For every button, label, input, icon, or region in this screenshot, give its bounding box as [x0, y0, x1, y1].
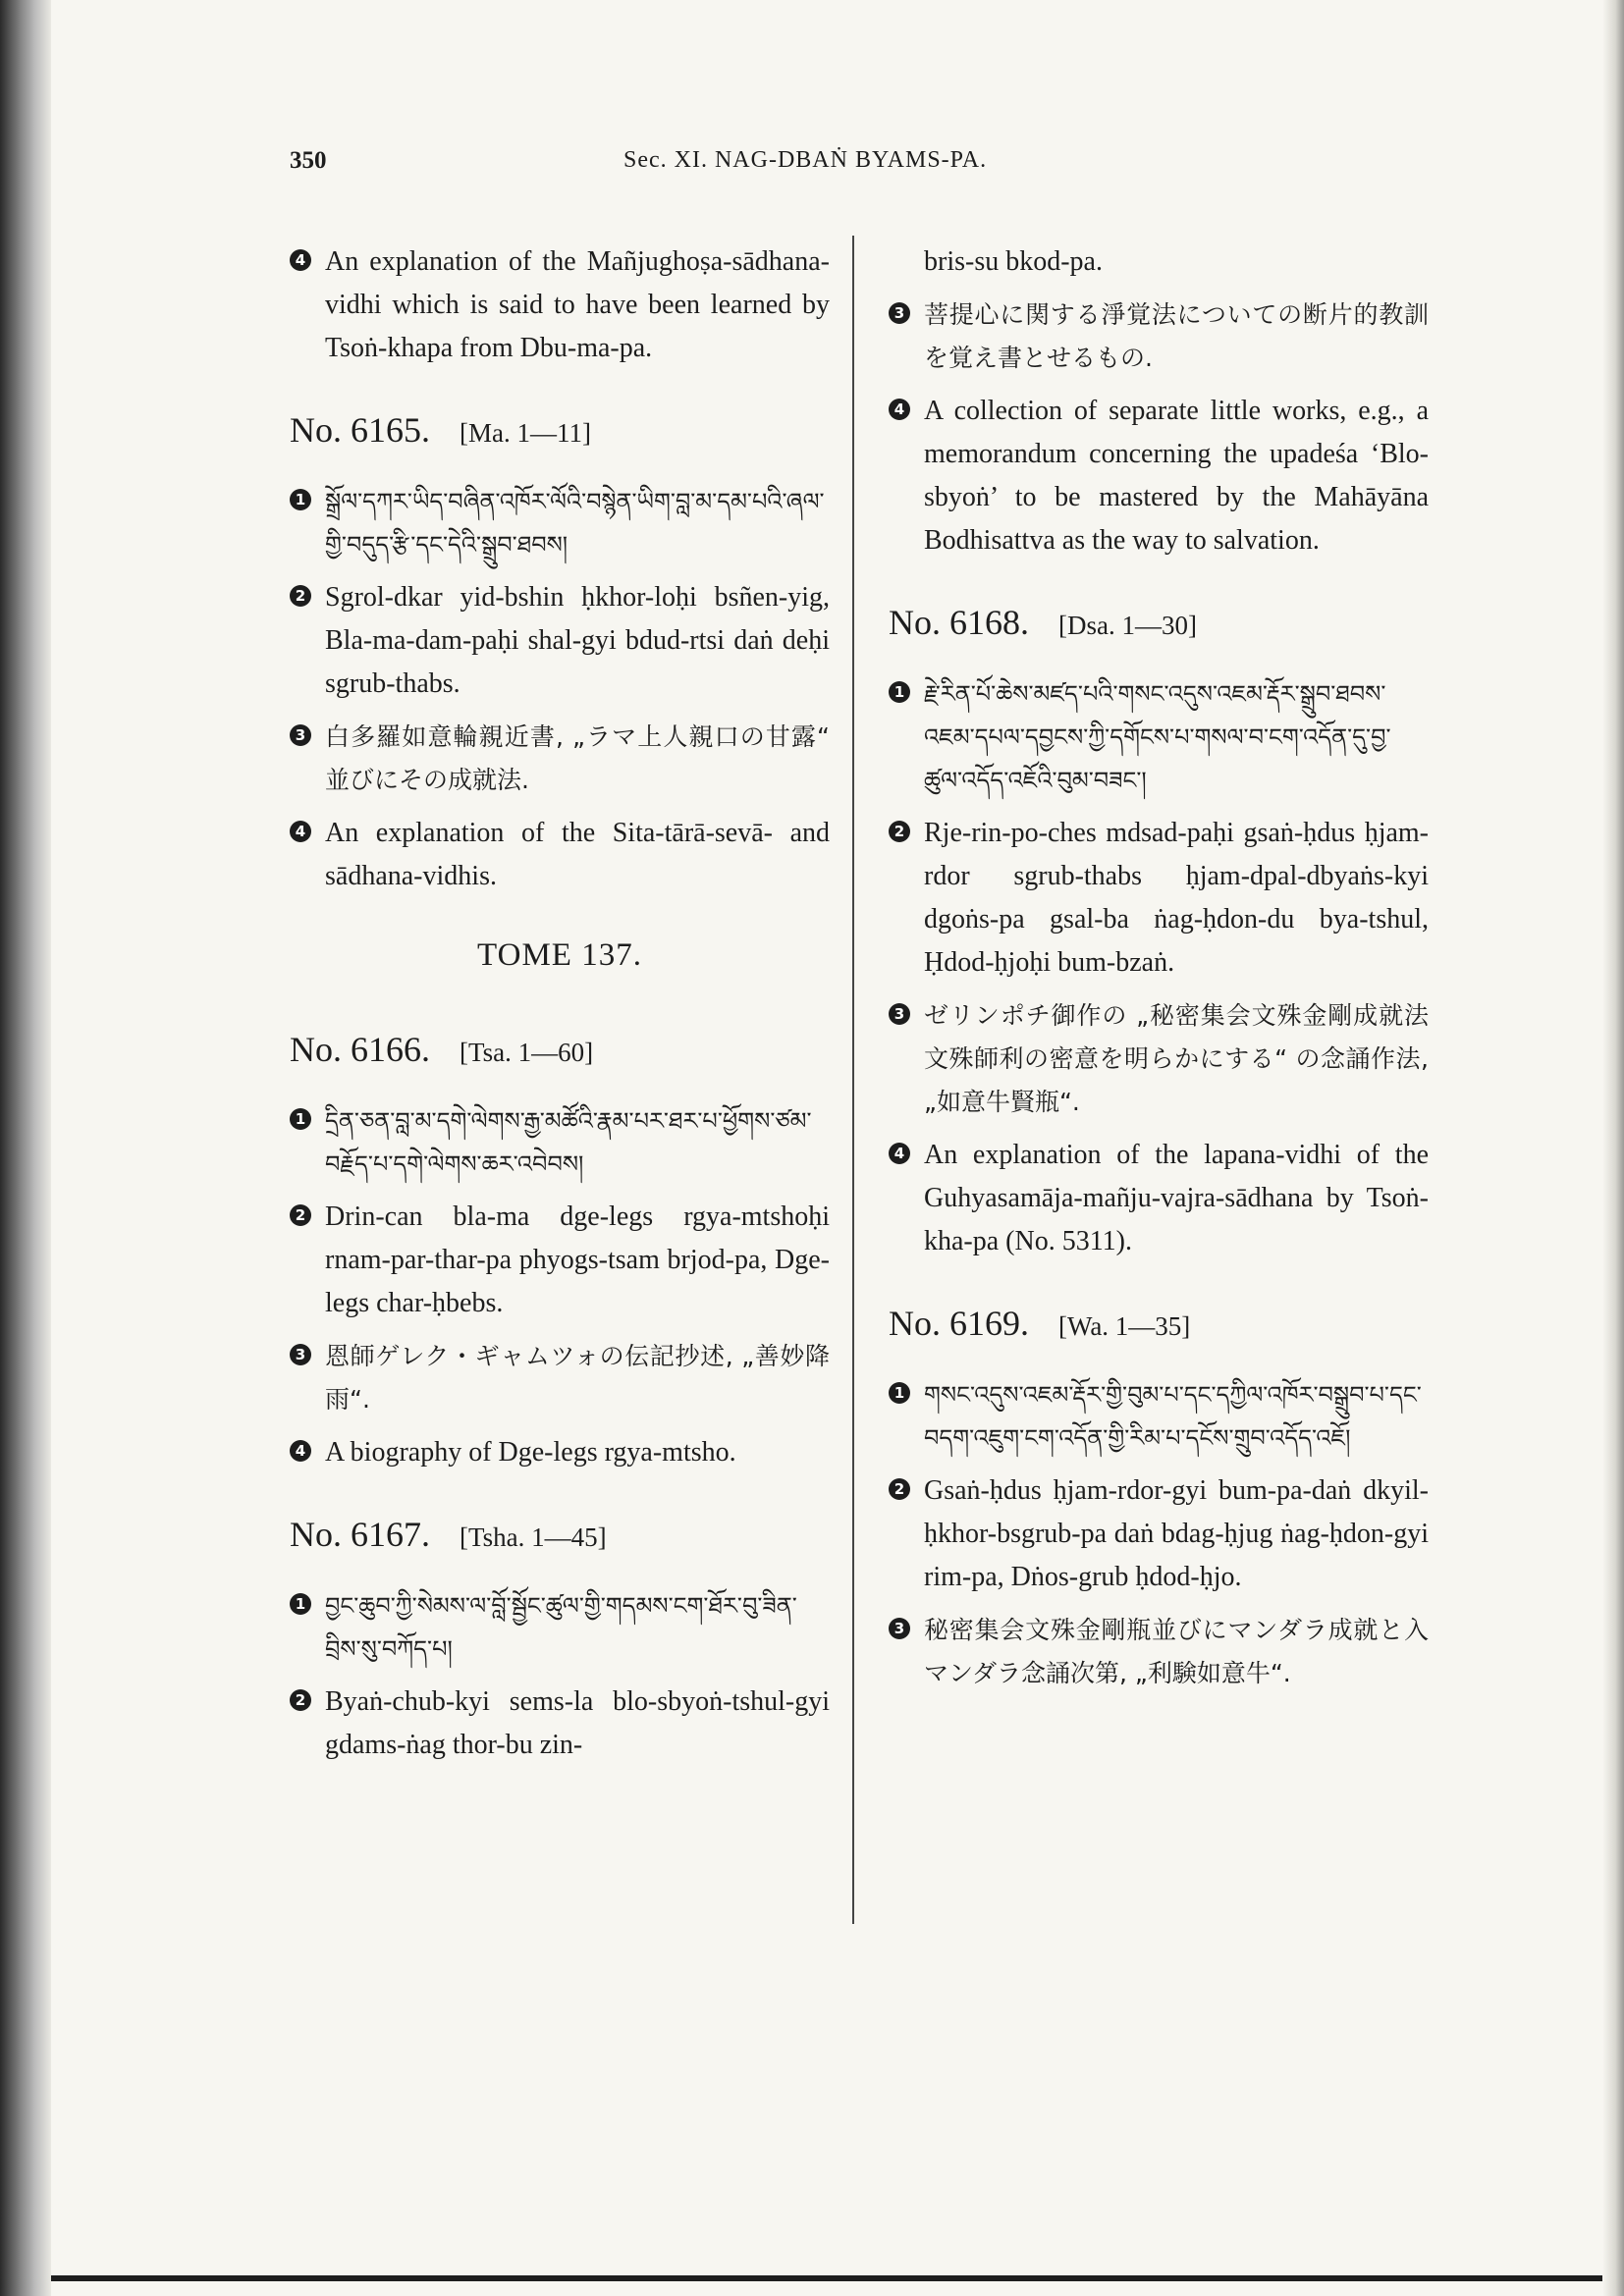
tibetan-title: སྒྲོལ་དཀར་ཡིད་བཞིན་འཁོར་ལོའི་བསྙེན་ཡིག་བླ་མ་དམ་པའི་ཞལ་གྱི་བདུད་རྩི་དང་དེའི་སྒྲུབ་ཐབས། [325, 488, 825, 559]
entry-number: No. 6165. [290, 410, 430, 450]
transliterated-title: Gsaṅ-ḥdus ḥjam-rdor-gyi bum-pa-daṅ dkyil-ḥkhor-bsgrub-pa daṅ bdag-ḥjug ṅag-ḥdon-gyi rim-pa, Dṅos-grub ḥdod-ḥjo. [924, 1475, 1429, 1592]
list-item [889, 390, 1429, 562]
list-item [290, 1196, 830, 1325]
catalog-entry-6167 [290, 1514, 830, 1767]
circled-number-marker: 4 [290, 821, 311, 842]
tibetan-title: བྱང་ཆུབ་ཀྱི་སེམས་ལ་བློ་སྦྱོང་ཚུལ་གྱི་གདམས་ངག་ཐོར་བུ་ཟིན་བྲིས་སུ་བཀོད་པ། [325, 1592, 797, 1663]
entry-reference: [Ma. 1—11] [460, 418, 591, 448]
circled-number-marker: 3 [889, 302, 910, 324]
list-item [290, 1099, 830, 1186]
circled-number-marker: 1 [889, 681, 910, 703]
list-item [290, 1584, 830, 1671]
entry-number: No. 6169. [889, 1304, 1029, 1343]
bottom-edge-rule [51, 2275, 1602, 2281]
circled-number-marker: 4 [889, 399, 910, 420]
english-explanation: An explanation of the lapana-vidhi of the Guhyasamāja-mañju-vajra-sādhana by Tsoṅ-kha-pa (No. 5311). [924, 1140, 1429, 1256]
entry-number: No. 6167. [290, 1515, 430, 1554]
catalog-entry-6169 [889, 1303, 1429, 1695]
entry-number: No. 6166. [290, 1030, 430, 1069]
left-column [290, 240, 830, 1806]
list-item [290, 1431, 830, 1474]
list-item [889, 1469, 1429, 1599]
japanese-title: ゼリンポチ御作の „秘密集会文殊金剛成就法文殊師利の密意を明らかにする“ の念誦作法, „如意牛賢瓶“. [924, 1001, 1429, 1116]
continuation-text: bris-su bkod-pa. [924, 246, 1103, 277]
column-divider [852, 236, 854, 1924]
page-number: 350 [290, 147, 327, 174]
list-item [290, 1681, 830, 1767]
list-item [889, 994, 1429, 1124]
catalog-entry-6168 [889, 602, 1429, 1263]
circled-number-marker: 4 [889, 1143, 910, 1164]
tibetan-title: དྲིན་ཅན་བླ་མ་དགེ་ལེགས་རྒྱ་མཚོའི་རྣམ་པར་ཐར་པ་ཕྱོགས་ཙམ་བརྗོད་པ་དགེ་ལེགས་ཆར་འབེབས། [325, 1107, 812, 1178]
list-item [889, 1134, 1429, 1263]
carryover-entry [290, 240, 830, 370]
page-header [0, 147, 1624, 187]
tibetan-title: རྗེ་རིན་པོ་ཆེས་མཛད་པའི་གསང་འདུས་འཇམ་རྡོར་སྒྲུབ་ཐབས་འཇམ་དཔལ་དབྱངས་ཀྱི་དགོངས་པ་གསལ་བ་ངག་འདོན་དུ་བྱ་ཚུལ་འདོད་འཇོའི་བུམ་བཟང་། [924, 680, 1391, 794]
catalog-entry-6166 [290, 1029, 830, 1474]
entry-heading [889, 602, 1429, 643]
entry-number: No. 6168. [889, 603, 1029, 642]
circled-number-marker: 3 [889, 1003, 910, 1025]
entry-reference: [Dsa. 1—30] [1058, 611, 1197, 640]
english-explanation: An explanation of the Sita-tārā-sevā- and sādhana-vidhis. [325, 818, 830, 891]
book-binding-edge [0, 0, 51, 2296]
circled-number-marker: 1 [290, 489, 311, 510]
circled-number-marker: 2 [290, 585, 311, 607]
right-column [889, 240, 1429, 1735]
entry-reference: [Tsha. 1—45] [460, 1522, 607, 1552]
page-right-edge [1602, 0, 1624, 2296]
circled-number-marker: 2 [290, 1689, 311, 1711]
english-explanation: A biography of Dge-legs rgya-mtsho. [325, 1437, 736, 1468]
japanese-title: 菩提心に関する淨覚法についての断片的教訓を覚え書とせるもの. [924, 300, 1429, 372]
tome-heading: TOME 137. [477, 937, 642, 973]
entry-heading [290, 1029, 830, 1070]
japanese-title: 恩師ゲレク・ギャムツォの伝記抄述, „善妙降雨“. [325, 1342, 830, 1414]
circled-number-marker: 4 [290, 1440, 311, 1462]
list-item [290, 812, 830, 898]
item-text: An explanation of the Mañjughoṣa-sādhana-vidhi which is said to have been learned by Tsoṅ-khapa from Dbu-ma-pa. [325, 246, 830, 363]
japanese-title: 秘密集会文殊金剛瓶並びにマンダラ成就と入マンダラ念誦次第, „利験如意牛“. [924, 1616, 1429, 1687]
catalog-entry-6167-continued [889, 240, 1429, 562]
entry-heading [290, 409, 830, 451]
entry-reference: [Tsa. 1—60] [460, 1038, 594, 1067]
list-item [889, 294, 1429, 380]
circled-number-marker: 2 [889, 1478, 910, 1500]
list-item [889, 812, 1429, 985]
circled-number-marker: 4 [290, 249, 311, 271]
transliterated-title: Rje-rin-po-ches mdsad-paḥi gsaṅ-ḥdus ḥjam-rdor sgrub-thabs ḥjam-dpal-dbyaṅs-kyi dgoṅs-pa gsal-ba ṅag-ḥdon-du bya-tshul, Ḥdod-ḥjoḥi bum-bzaṅ. [924, 818, 1429, 978]
running-head: Sec. XI. NAG-DBAṄ BYAMS-PA. [623, 147, 988, 173]
tibetan-title: གསང་འདུས་འཇམ་རྡོར་གྱི་བུམ་པ་དང་དཀྱིལ་འཁོར་བསྒྲུབ་པ་དང་བདག་འཇུག་ངག་འདོན་གྱི་རིམ་པ་དངོས་གྲུབ་འདོད་འཇོ། [924, 1381, 1422, 1452]
entry-heading [290, 1514, 830, 1555]
circled-number-marker: 1 [290, 1108, 311, 1130]
japanese-title: 白多羅如意輪親近書, „ラマ上人親口の甘露“ 並びにその成就法. [325, 722, 830, 794]
circled-number-marker: 3 [889, 1618, 910, 1639]
list-item [290, 716, 830, 802]
list-item [290, 240, 830, 370]
list-item [290, 480, 830, 566]
circled-number-marker: 1 [290, 1593, 311, 1615]
entry-heading [889, 1303, 1429, 1344]
transliterated-title: Sgrol-dkar yid-bshin ḥkhor-loḥi bsñen-yig, Bla-ma-dam-paḥi shal-gyi bdud-rtsi daṅ deḥi sgrub-thabs. [325, 582, 830, 699]
circled-number-marker: 3 [290, 1344, 311, 1365]
list-item [889, 672, 1429, 802]
transliterated-title: Drin-can bla-ma dge-legs rgya-mtshoḥi rnam-par-thar-pa phyogs-tsam brjod-pa, Dge-legs char-ḥbebs. [325, 1201, 830, 1318]
circled-number-marker: 3 [290, 724, 311, 746]
list-item [290, 1335, 830, 1421]
catalog-entry-6165 [290, 409, 830, 898]
list-item [290, 576, 830, 706]
circled-number-marker: 2 [290, 1204, 311, 1226]
list-item [889, 1373, 1429, 1460]
transliterated-title: Byaṅ-chub-kyi sems-la blo-sbyoṅ-tshul-gyi gdams-ṅag thor-bu zin- [325, 1686, 830, 1760]
list-item [889, 1609, 1429, 1695]
circled-number-marker: 2 [889, 821, 910, 842]
entry-reference: [Wa. 1—35] [1058, 1311, 1191, 1341]
circled-number-marker: 1 [889, 1382, 910, 1404]
english-explanation: A collection of separate little works, e.g., a memorandum concerning the upadeśa ‘Blo-sbyoṅ’ to be mastered by the Mahāyāna Bodhisattva as the way to salvation. [924, 396, 1429, 556]
